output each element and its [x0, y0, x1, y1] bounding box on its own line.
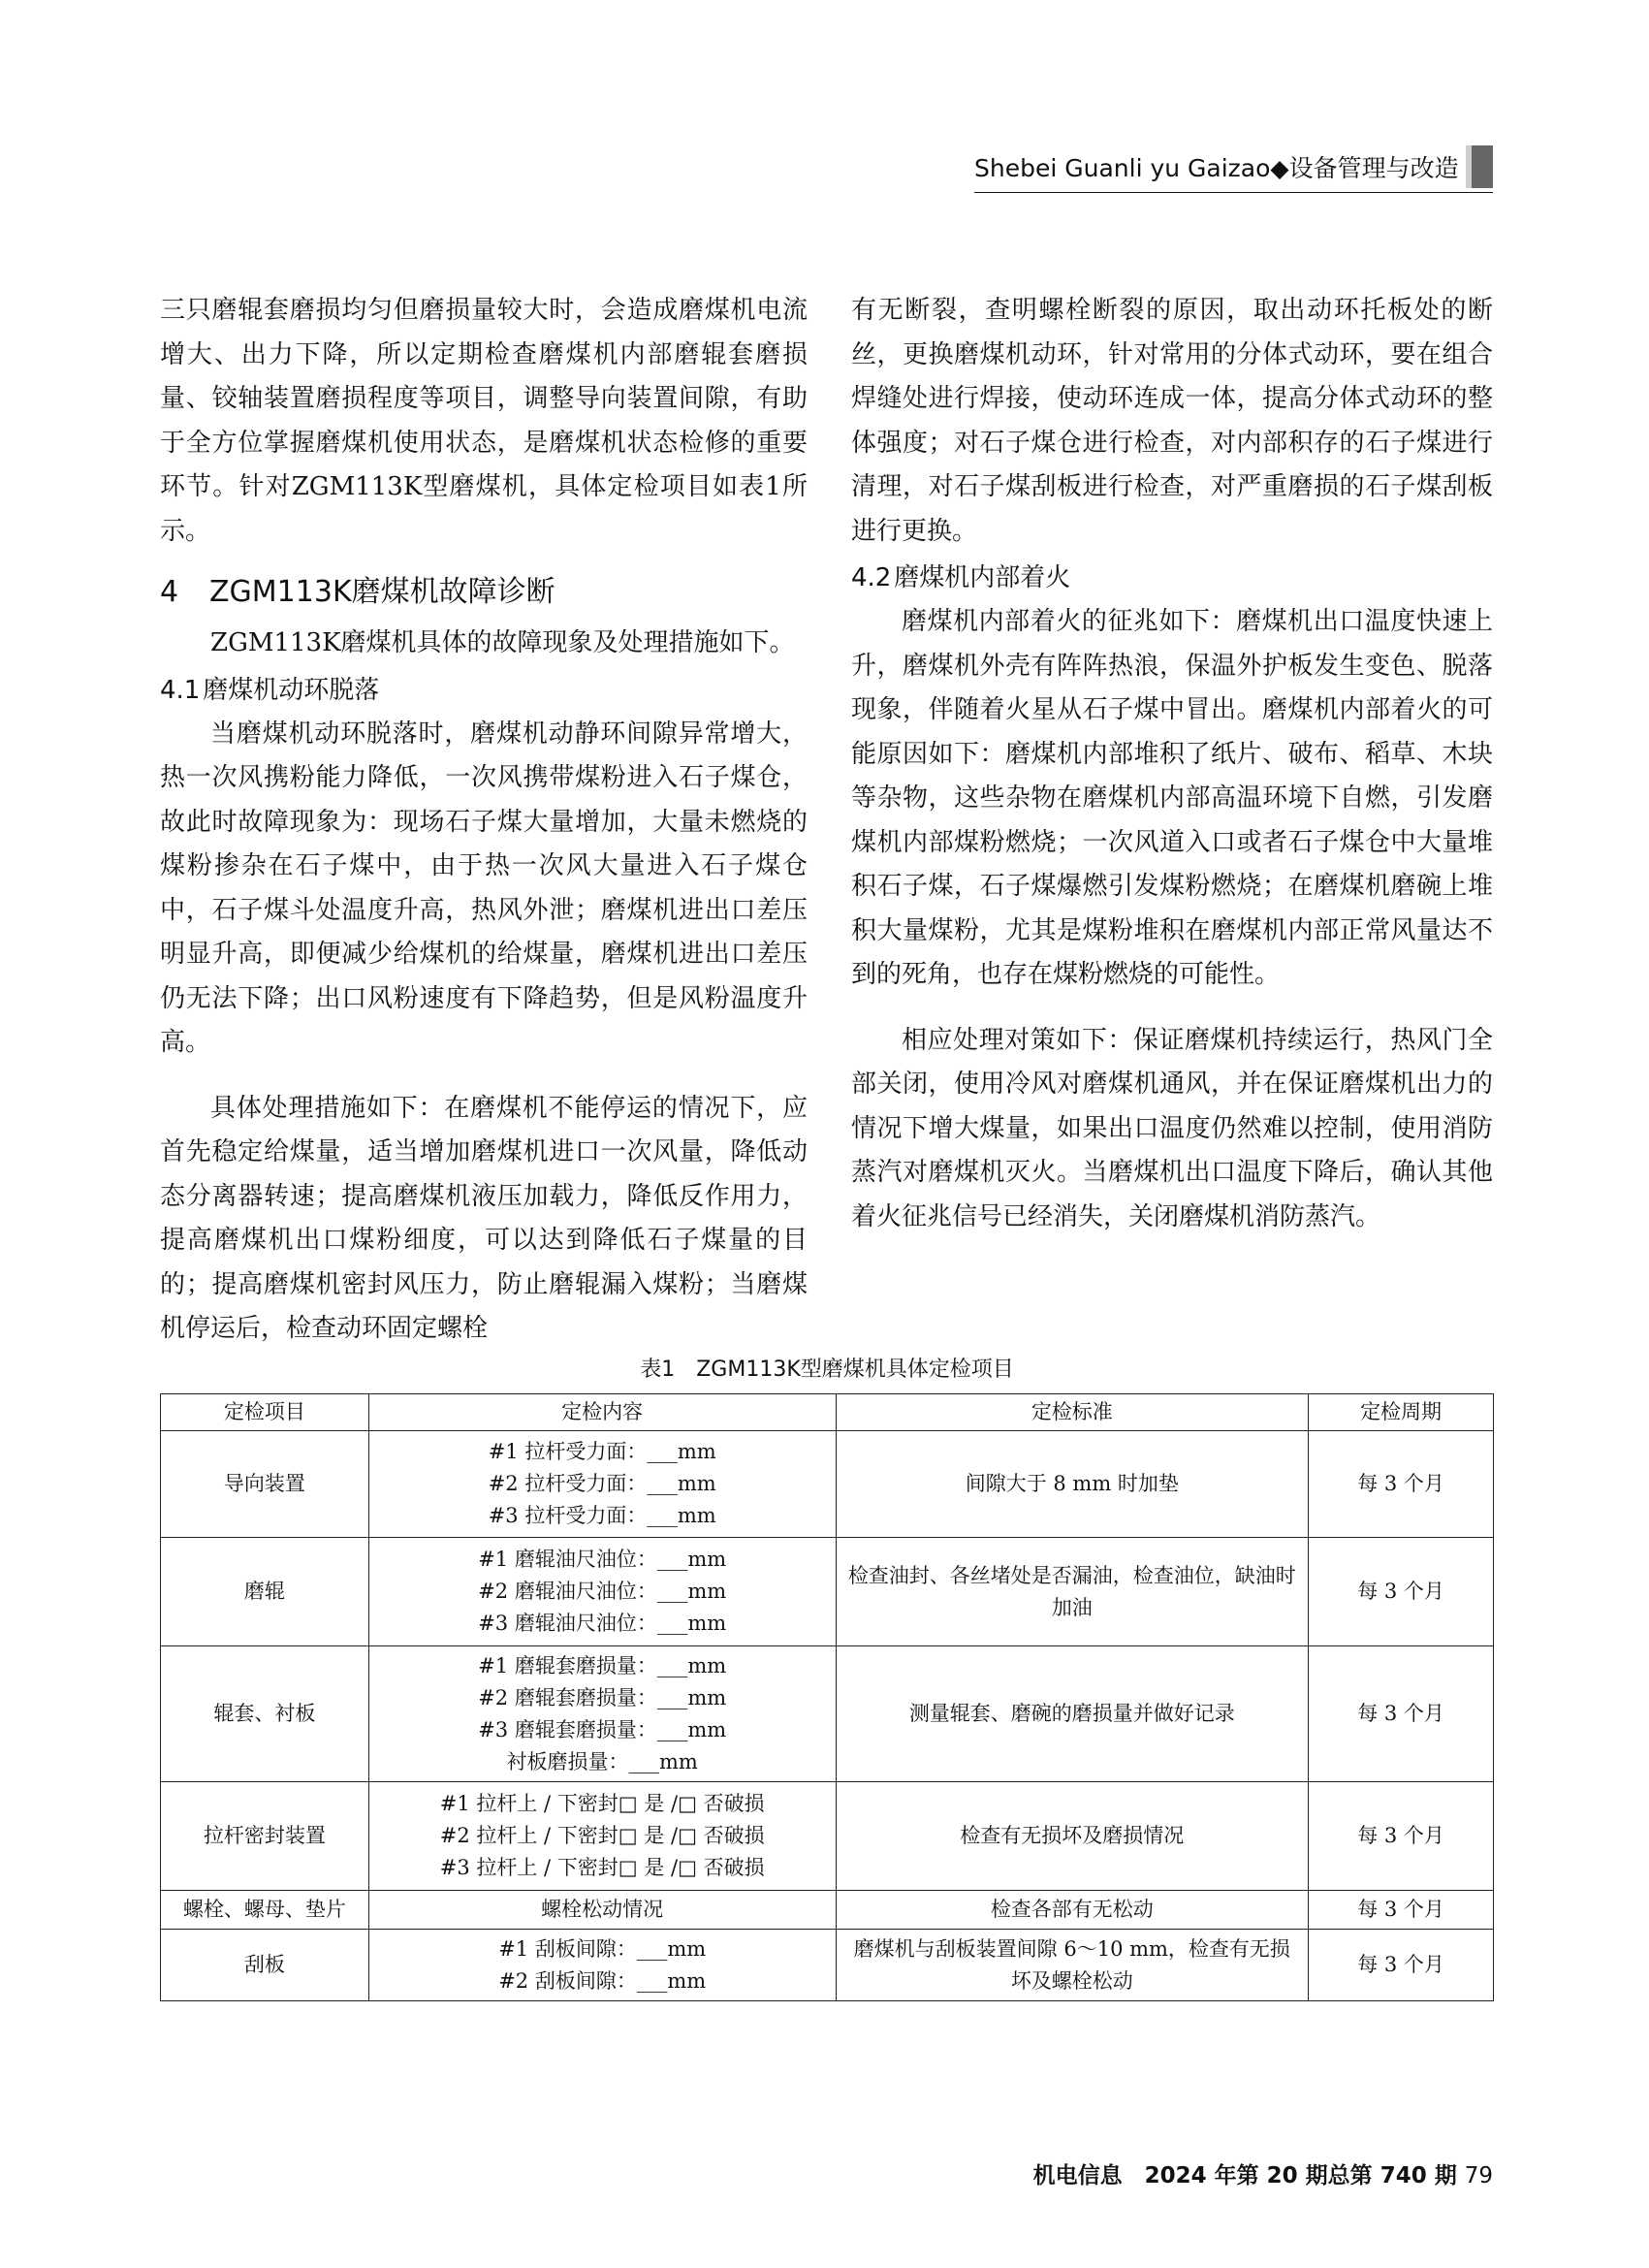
cell-content — [368, 1646, 836, 1782]
content-line: #1 拉杆上 / 下密封□ 是 /□ 否破损 — [439, 1792, 765, 1815]
column-header: 定检周期 — [1309, 1394, 1494, 1431]
table-caption: 表1 ZGM113K型磨煤机具体定检项目 — [640, 1358, 1014, 1382]
table-row — [161, 1646, 1494, 1782]
content-line: #1 拉杆受力面：___mm — [488, 1440, 716, 1463]
table-header-row — [161, 1394, 1494, 1431]
subsection-heading — [160, 668, 808, 713]
section-number: 4 — [160, 575, 179, 609]
paragraph: ZGM113K磨煤机具体的故障现象及处理措施如下。 — [210, 628, 795, 657]
inspection-table — [160, 1393, 1494, 2001]
cell-standard: 磨煤机与刮板装置间隙 6～10 mm，检查有无损坏及螺栓松动 — [836, 1930, 1309, 2001]
cell-item: 磨辊 — [161, 1538, 369, 1646]
paragraph: 有无断裂，查明螺栓断裂的原因，取出动环托板处的断丝，更换磨煤机动环，针对常用的分体式动环，要在组合焊缝处进行焊接，使动环连成一体，提高分体式动环的整体强度；对石子煤仓进行检查，对内部积存的石子煤进行清理，对石子煤刮板进行检查，对严重磨损的石子煤刮板进行更换。 — [851, 296, 1493, 546]
subsection-number: 4.2 — [851, 563, 892, 592]
content-line: #2 拉杆上 / 下密封□ 是 /□ 否破损 — [439, 1824, 765, 1847]
section-title: ZGM113K磨煤机故障诊断 — [209, 575, 555, 609]
cell-period: 每 3 个月 — [1309, 1891, 1494, 1930]
cell-content — [368, 1891, 836, 1930]
paragraph: 三只磨辊套磨损均匀但磨损量较大时，会造成磨煤机电流增大、出力下降，所以定期检查磨煤机内部磨辊套磨损量、铰轴装置磨损程度等项目，调整导向装置间隙，有助于全方位掌握磨煤机使用状态，是磨煤机状态检修的重要环节。针对ZGM113K型磨煤机，具体定检项目如表1所示。 — [160, 296, 808, 546]
content-line: #2 拉杆受力面：___mm — [488, 1472, 716, 1495]
cell-standard: 检查有无损坏及磨损情况 — [836, 1782, 1309, 1891]
content-line: 螺栓松动情况 — [541, 1898, 664, 1921]
cell-content — [368, 1431, 836, 1538]
paragraph: 具体处理措施如下：在磨煤机不能停运的情况下，应首先稳定给煤量，适当增加磨煤机进口一次风量，降低动态分离器转速；提高磨煤机液压加载力，降低反作用力，提高磨煤机出口煤粉细度，可以达到降低石子煤量的目的；提高磨煤机密封风压力，防止磨辊漏入煤粉；当磨煤机停运后，检查动环固定螺栓 — [160, 1093, 808, 1343]
running-header — [974, 145, 1493, 193]
cell-content — [368, 1930, 836, 2001]
cell-item: 导向装置 — [161, 1431, 369, 1538]
table-row — [161, 1782, 1494, 1891]
cell-content — [368, 1538, 836, 1646]
left-column — [160, 289, 808, 1352]
cell-period: 每 3 个月 — [1309, 1431, 1494, 1538]
paragraph: 当磨煤机动环脱落时，磨煤机动静环间隙异常增大，热一次风携粉能力降低，一次风携带煤粉进入石子煤仓，故此时故障现象为：现场石子煤大量增加，大量未燃烧的煤粉掺杂在石子煤中，由于热一次风大量进入石子煤仓中，石子煤斗处温度升高，热风外泄；磨煤机进出口差压明显升高，即便减少给煤机的给煤量，磨煤机进出口差压仍无法下降；出口风粉速度有下降趋势，但是风粉温度升高。 — [160, 719, 808, 1057]
journal-info: 机电信息 2024 年第 20 期总第 740 期 — [1032, 2163, 1457, 2188]
cell-period: 每 3 个月 — [1309, 1538, 1494, 1646]
cell-item: 螺栓、螺母、垫片 — [161, 1891, 369, 1930]
paragraph: 相应处理对策如下：保证磨煤机持续运行，热风门全部关闭，使用冷风对磨煤机通风，并在保证磨煤机出力的情况下增大煤量，如果出口温度仍然难以控制，使用消防蒸汽对磨煤机灭火。当磨煤机出口温度下降后，确认其他着火征兆信号已经消失，关闭磨煤机消防蒸汽。 — [851, 1025, 1493, 1231]
page-number: 79 — [1464, 2163, 1493, 2188]
cell-standard: 检查油封、各丝堵处是否漏油，检查油位，缺油时加油 — [836, 1538, 1309, 1646]
cell-period: 每 3 个月 — [1309, 1930, 1494, 2001]
running-title: Shebei Guanli yu Gaizao◆设备管理与改造 — [974, 154, 1459, 182]
paragraph: 磨煤机内部着火的征兆如下：磨煤机出口温度快速上升，磨煤机外壳有阵阵热浪，保温外护板发生变色、脱落现象，伴随着火星从石子煤中冒出。磨煤机内部着火的可能原因如下：磨煤机内部堆积了纸片、破布、稻草、木块等杂物，这些杂物在磨煤机内部高温环境下自燃，引发磨煤机内部煤粉燃烧；一次风道入口或者石子煤仓中大量堆积石子煤，石子煤爆燃引发煤粉燃烧；在磨煤机磨碗上堆积大量煤粉，尤其是煤粉堆积在磨煤机内部正常风量达不到的死角，也存在煤粉燃烧的可能性。 — [851, 607, 1493, 989]
content-line: #3 磨辊油尺油位：___mm — [478, 1612, 727, 1635]
cell-item: 辊套、衬板 — [161, 1646, 369, 1782]
table-row — [161, 1538, 1494, 1646]
content-line: #2 刮板间隙：___mm — [498, 1968, 707, 1993]
content-line: #3 磨辊套磨损量：___mm — [478, 1717, 727, 1741]
cell-item: 拉杆密封装置 — [161, 1782, 369, 1891]
cell-standard: 测量辊套、磨碗的磨损量并做好记录 — [836, 1646, 1309, 1782]
subsection-heading — [851, 556, 1493, 600]
content-line: #3 拉杆受力面：___mm — [488, 1504, 716, 1527]
content-line: #2 磨辊套磨损量：___mm — [478, 1685, 727, 1709]
column-header: 定检标准 — [836, 1394, 1309, 1431]
table-row — [161, 1431, 1494, 1538]
content-line: #1 磨辊油尺油位：___mm — [478, 1548, 727, 1571]
content-line: #1 刮板间隙：___mm — [498, 1936, 707, 1961]
content-line: #2 磨辊油尺油位：___mm — [478, 1580, 727, 1603]
cell-standard: 检查各部有无松动 — [836, 1891, 1309, 1930]
content-line: 衬板磨损量：___mm — [506, 1749, 698, 1773]
cell-standard: 间隙大于 8 mm 时加垫 — [836, 1431, 1309, 1538]
header-bar-decoration — [1466, 145, 1493, 188]
cell-period: 每 3 个月 — [1309, 1782, 1494, 1891]
table-row — [161, 1930, 1494, 2001]
cell-item: 刮板 — [161, 1930, 369, 2001]
subsection-title: 磨煤机内部着火 — [894, 563, 1071, 592]
table-row — [161, 1891, 1494, 1930]
right-column — [851, 289, 1493, 1239]
column-header: 定检项目 — [161, 1394, 369, 1431]
page-footer — [969, 2157, 1493, 2189]
subsection-number: 4.1 — [160, 675, 201, 705]
subsection-title: 磨煤机动环脱落 — [203, 675, 380, 705]
cell-period: 每 3 个月 — [1309, 1646, 1494, 1782]
content-line: #3 拉杆上 / 下密封□ 是 /□ 否破损 — [439, 1856, 765, 1879]
column-header: 定检内容 — [368, 1394, 836, 1431]
cell-content — [368, 1782, 836, 1891]
section-heading — [160, 571, 808, 614]
content-line: #1 磨辊套磨损量：___mm — [478, 1653, 727, 1677]
